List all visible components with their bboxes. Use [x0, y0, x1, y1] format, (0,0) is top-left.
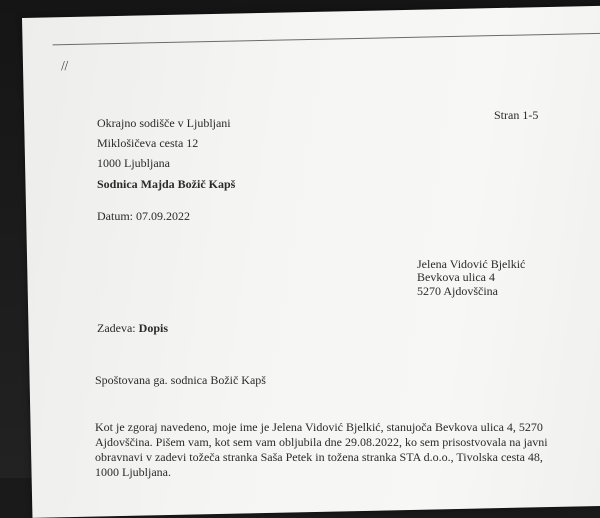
- recipient-name: Jelena Vidović Bjelkić: [417, 257, 526, 271]
- page-number: Stran 1-5: [494, 108, 539, 122]
- subject-label: Zadeva:: [97, 321, 136, 335]
- recipient-city: 5270 Ajdovščina: [417, 284, 498, 298]
- pen-marks: / /: [60, 59, 67, 75]
- sender-city: 1000 Ljubljana: [97, 156, 170, 170]
- sender-street: Miklošičeva cesta 12: [97, 136, 199, 150]
- recipient-street: Bevkova ulica 4: [417, 270, 495, 284]
- sender-court: Okrajno sodišče v Ljubljani: [97, 116, 231, 130]
- body-paragraph: Kot je zgoraj navedeno, moje ime je Jelena Vidović Bjelkić, stanujoča Bevkova ulica 4, 5270 Ajdovščina. Pišem vam, kot sem vam obljubila dne 29.08.2022, ko sem prisostvovala na javni obravnavi v zadevi tožeča stranka Saša Petek in tožena stranka STA d.o.o., Tivolska cesta 48, 1000 Ljubljana.: [95, 420, 548, 479]
- salutation: Spoštovana ga. sodnica Božič Kapš: [95, 373, 266, 387]
- sender-judge: Sodnica Majda Božič Kapš: [97, 177, 236, 191]
- date-line: Datum: 07.09.2022: [97, 209, 190, 223]
- subject-line: [97, 321, 168, 336]
- subject-value: Dopis: [138, 321, 168, 335]
